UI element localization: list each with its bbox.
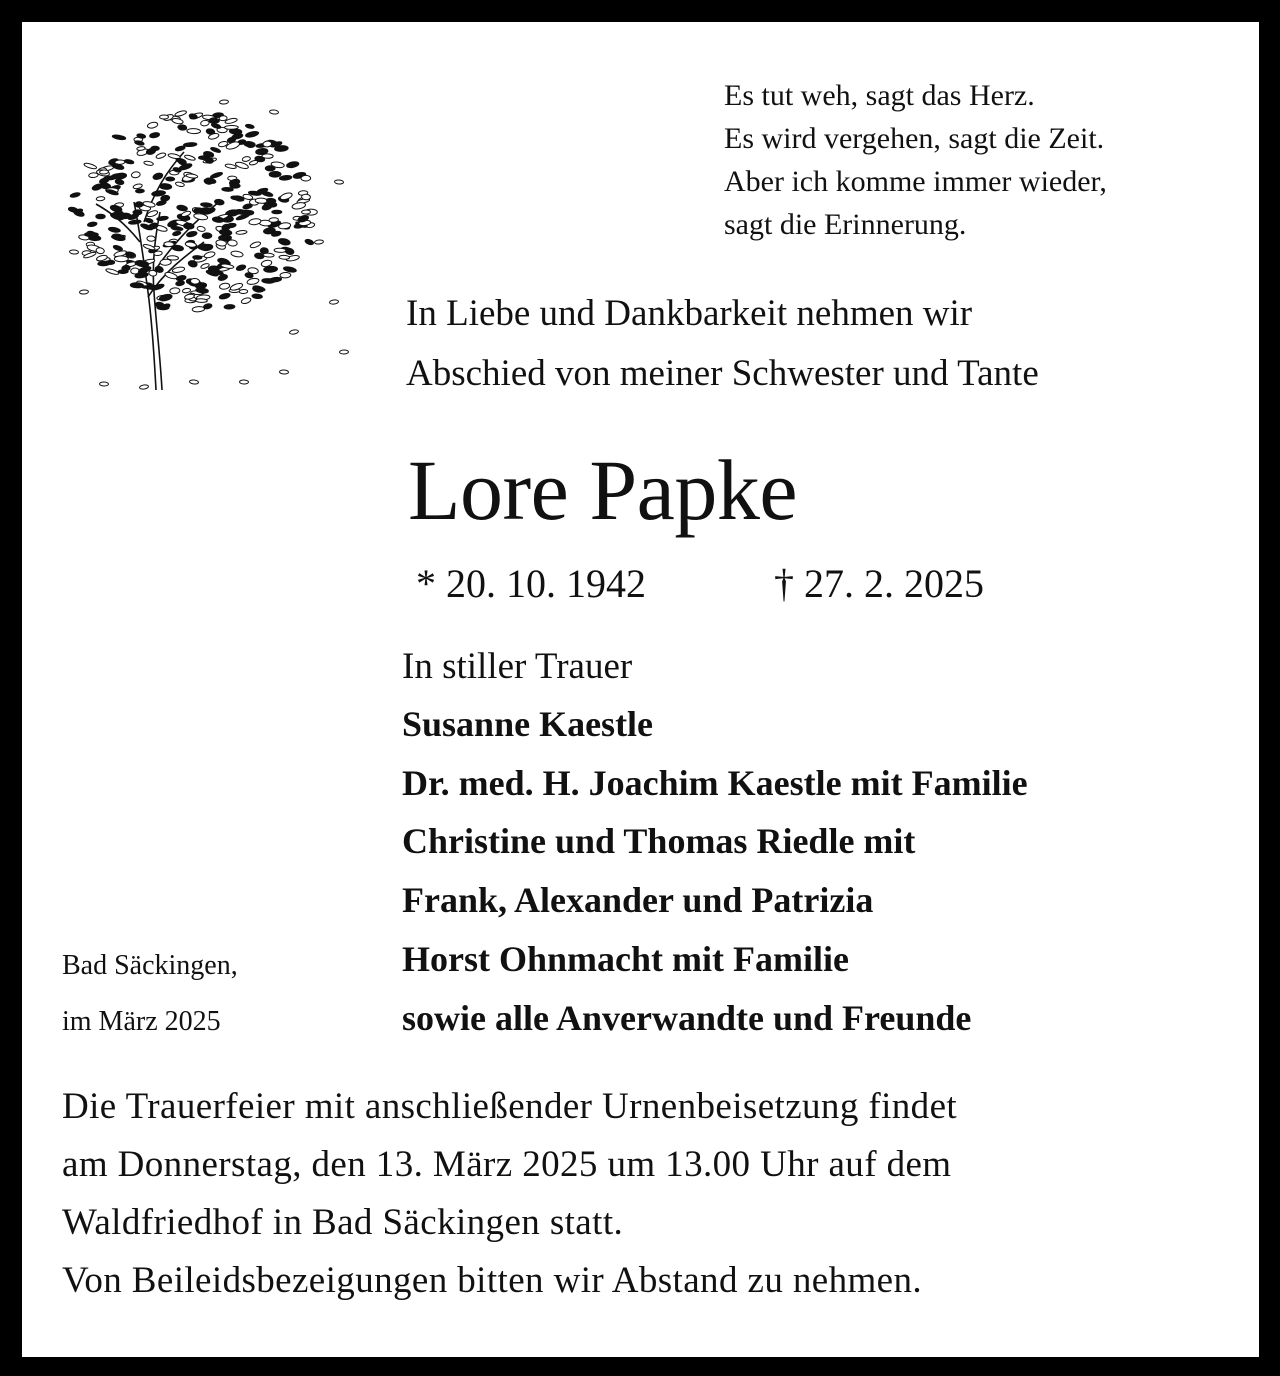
notice-line: Die Trauerfeier mit anschließender Urnenbeisetzung findet [62,1086,958,1127]
poem-line: sagt die Erinnerung. [724,208,967,241]
mourner-line: Dr. med. H. Joachim Kaestle mit Familie [402,762,1028,803]
mourner-line: Frank, Alexander und Patrizia [402,880,874,921]
intro-line: In Liebe und Dankbarkeit nehmen wir [406,293,973,334]
mourner-line: sowie alle Anverwandte und Freunde [402,997,972,1038]
poem-line: Es wird vergehen, sagt die Zeit. [724,122,1105,155]
mourner-line: Horst Ohnmacht mit Familie [402,938,849,979]
notice-line: Von Beileidsbezeigungen bitten wir Abstand zu nehmen. [62,1260,923,1301]
poem [724,74,1107,246]
notice-line: Waldfriedhof in Bad Säckingen statt. [62,1202,624,1243]
intro-line: Abschied von meiner Schwester und Tante [406,353,1039,394]
obituary-notice [22,22,1259,1357]
mourner-line: Christine und Thomas Riedle mit [402,821,916,862]
birth-date: * 20. 10. 1942 [416,561,646,606]
notice-line: am Donnerstag, den 13. März 2025 um 13.00 Uhr auf dem [62,1144,952,1185]
place-line: im März 2025 [62,1006,221,1037]
mourner-line: Susanne Kaestle [402,704,654,744]
death-date: † 27. 2. 2025 [774,561,984,606]
farewell-intro [406,284,1039,404]
poem-line: Es tut weh, sagt das Herz. [724,79,1035,112]
mourning-intro: In stiller Trauer [402,646,633,687]
deceased-name: Lore Papke [408,442,798,538]
poem-line: Aber ich komme immer wieder, [724,165,1107,198]
funeral-notice [62,1078,957,1310]
mourners-list [402,695,1028,1047]
windblown-tree-icon [44,72,364,392]
place-date [62,938,238,1050]
place-line: Bad Säckingen, [62,950,238,981]
